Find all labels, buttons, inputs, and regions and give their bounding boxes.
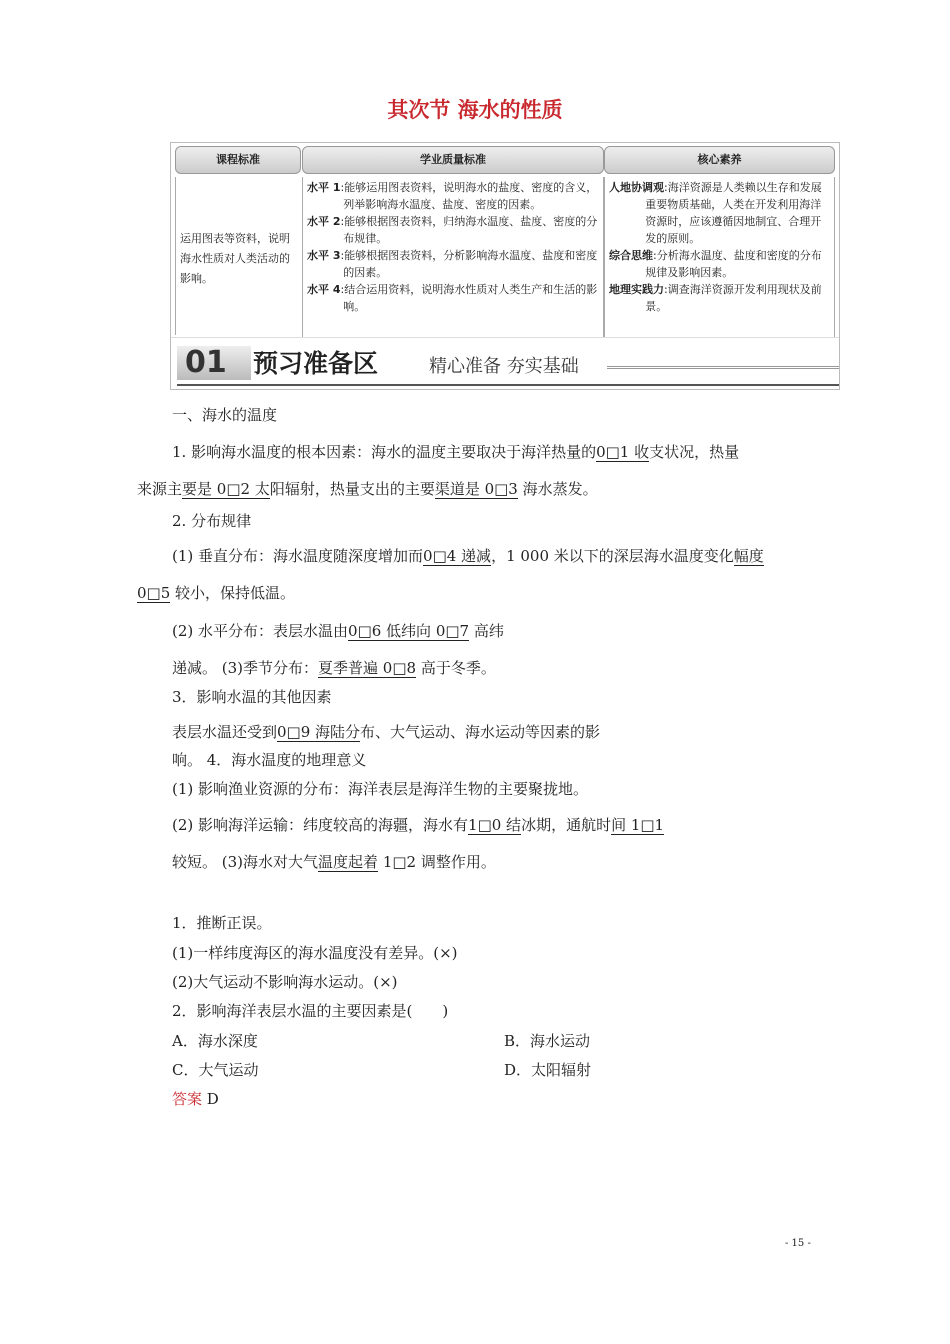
curriculum-cell: 运用图表等资料，说明海水性质对人类活动的影响。	[175, 177, 303, 335]
text-line	[172, 441, 739, 462]
text-line	[172, 657, 496, 678]
fill-blank: 0□9 海陆分	[277, 723, 361, 741]
quality-text: :能够运用图表资料，说明海水的盐度、密度的含义，列举影响海水温度、盐度、密度的因素。	[340, 181, 598, 211]
text-line	[172, 912, 272, 933]
text-segment: 海水蒸发。	[517, 480, 598, 498]
text-line	[172, 1000, 448, 1021]
quality-label: 水平 3	[307, 249, 341, 262]
text-segment: (2) 水平分布：表层水温由	[172, 622, 349, 640]
text-segment: D．太阳辐射	[504, 1061, 592, 1079]
text-segment: 支状况，热量	[649, 443, 740, 461]
text-line	[172, 851, 496, 872]
text-segment: 阳辐射，热量支出的主要	[269, 480, 435, 498]
text-segment: (1) 影响渔业资源的分布：海洋表层是海洋生物的主要聚拢地。	[172, 780, 589, 798]
core-cell	[604, 177, 835, 337]
core-label: 地理实践力	[609, 283, 664, 296]
text-segment: ，1 000 米以下的深层海水温度变化	[491, 547, 734, 565]
text-line	[172, 721, 600, 742]
text-line	[137, 478, 598, 499]
text-line	[172, 778, 588, 799]
text-segment: (2) 影响海洋运输：纬度较高的海疆，海水有	[172, 816, 469, 834]
core-label: 综合思维	[609, 249, 653, 262]
core-item	[609, 281, 830, 315]
header-curriculum: 课程标准	[175, 146, 301, 174]
quality-text: :能够根据图表资料，分析影响海水温度、盐度和密度的因素。	[340, 249, 598, 279]
text-line	[137, 582, 295, 603]
banner-title: 预习准备区	[253, 349, 379, 378]
core-text: :海洋资源是人类赖以生存和发展重要物质基础，人类在开发利用海洋资源时，应该遵循因地制宜、合理开发的原则。	[645, 181, 822, 245]
quality-label: 水平 4	[307, 283, 341, 296]
text-segment: 布、大气运动、海水运动等因素的影	[360, 723, 601, 741]
banner-rule	[607, 366, 839, 369]
fill-blank: 0□4 递减	[423, 547, 492, 565]
text-segment: (1)一样纬度海区的海水温度没有差异。(×)	[172, 944, 458, 962]
section-banner	[171, 337, 839, 390]
text-segment: 递减。 (3)季节分布：	[172, 659, 319, 677]
text-segment: C．大气运动	[172, 1061, 259, 1079]
text-segment: 1．推断正误。	[172, 914, 272, 932]
text-line	[172, 686, 332, 707]
fill-blank: 间 1□1	[611, 816, 665, 834]
text-segment: A．海水深度	[172, 1032, 258, 1050]
text-segment: 2. 分布规律	[172, 512, 252, 530]
text-line	[172, 1059, 258, 1080]
text-segment: 1. 影响海水温度的根本因素：海水的温度主要取决于海洋热量的	[172, 443, 597, 461]
text-segment: B．海水运动	[504, 1032, 591, 1050]
fill-blank: 渠道是 0□3	[434, 480, 518, 498]
text-line	[504, 1059, 591, 1080]
text-segment: 一、海水的温度	[172, 406, 278, 424]
banner-underline	[177, 384, 839, 386]
text-segment: 1□2 调整作用。	[378, 853, 496, 871]
fill-blank: 夏季普遍 0□8	[318, 659, 417, 677]
text-segment: 高纬	[469, 622, 504, 640]
text-line	[172, 510, 251, 531]
text-line	[172, 545, 764, 566]
fill-blank: 要是 0□2 太	[182, 480, 270, 498]
quality-text: :能够根据图表资料，归纳海水温度、盐度、密度的分布规律。	[340, 215, 598, 245]
quality-text: :结合运用资料，说明海水性质对人类生产和生活的影响。	[340, 283, 598, 313]
text-segment: 高于冬季。	[416, 659, 496, 677]
quality-cell	[302, 177, 604, 337]
text-line	[172, 971, 398, 992]
fill-blank: 温度起着	[318, 853, 379, 871]
core-item	[609, 179, 830, 247]
text-line	[172, 814, 664, 835]
text-segment: 来源主	[137, 480, 183, 498]
page-number: - 15 -	[785, 1238, 811, 1249]
text-line	[504, 1030, 590, 1051]
page-title: 其次节 海水的性质	[387, 98, 563, 122]
text-line	[172, 749, 366, 770]
text-segment: 3．影响水温的其他因素	[172, 688, 332, 706]
fill-blank: 1□0 结	[468, 816, 522, 834]
header-quality: 学业质量标准	[302, 146, 604, 174]
text-line	[172, 1088, 219, 1109]
banner-subtitle: 精心准备 夯实基础	[429, 356, 579, 377]
quality-item	[307, 213, 599, 247]
fill-blank: 0□6 低纬向 0□7	[348, 622, 470, 640]
text-line	[172, 620, 504, 641]
fill-blank: 幅度	[733, 547, 764, 565]
text-segment: (2)大气运动不影响海水运动。(×)	[172, 973, 398, 991]
text-segment: 表层水温还受到	[172, 723, 278, 741]
core-text: :调查海洋资源开发利用现状及前景。	[645, 283, 822, 313]
quality-item	[307, 179, 599, 213]
text-segment: 较小，保持低温。	[170, 584, 296, 602]
text-segment: 较短。 (3)海水对大气	[172, 853, 319, 871]
quality-label: 水平 2	[307, 215, 341, 228]
text-line	[172, 1030, 258, 1051]
text-segment: 2．影响海洋表层水温的主要因素是( )	[172, 1002, 449, 1020]
standards-table	[170, 142, 840, 390]
banner-number: 01	[177, 346, 251, 380]
text-segment: D	[202, 1090, 219, 1108]
text-segment: 响。 4．海水温度的地理意义	[172, 751, 367, 769]
quality-label: 水平 1	[307, 181, 341, 194]
core-item	[609, 247, 830, 281]
text-line	[172, 404, 277, 425]
quality-item	[307, 247, 599, 281]
core-label: 人地协调观	[609, 181, 664, 194]
fill-blank: 0□1 收	[596, 443, 650, 461]
text-segment: (1) 垂直分布：海水温度随深度增加而	[172, 547, 424, 565]
header-core: 核心素养	[604, 146, 835, 174]
text-segment: 冰期，通航时	[521, 816, 612, 834]
core-text: :分析海水温度、盐度和密度的分布规律及影响因素。	[645, 249, 822, 279]
answer-label: 答案	[172, 1090, 203, 1108]
text-line	[172, 942, 458, 963]
quality-item	[307, 281, 599, 315]
fill-blank: 0□5	[137, 584, 171, 602]
